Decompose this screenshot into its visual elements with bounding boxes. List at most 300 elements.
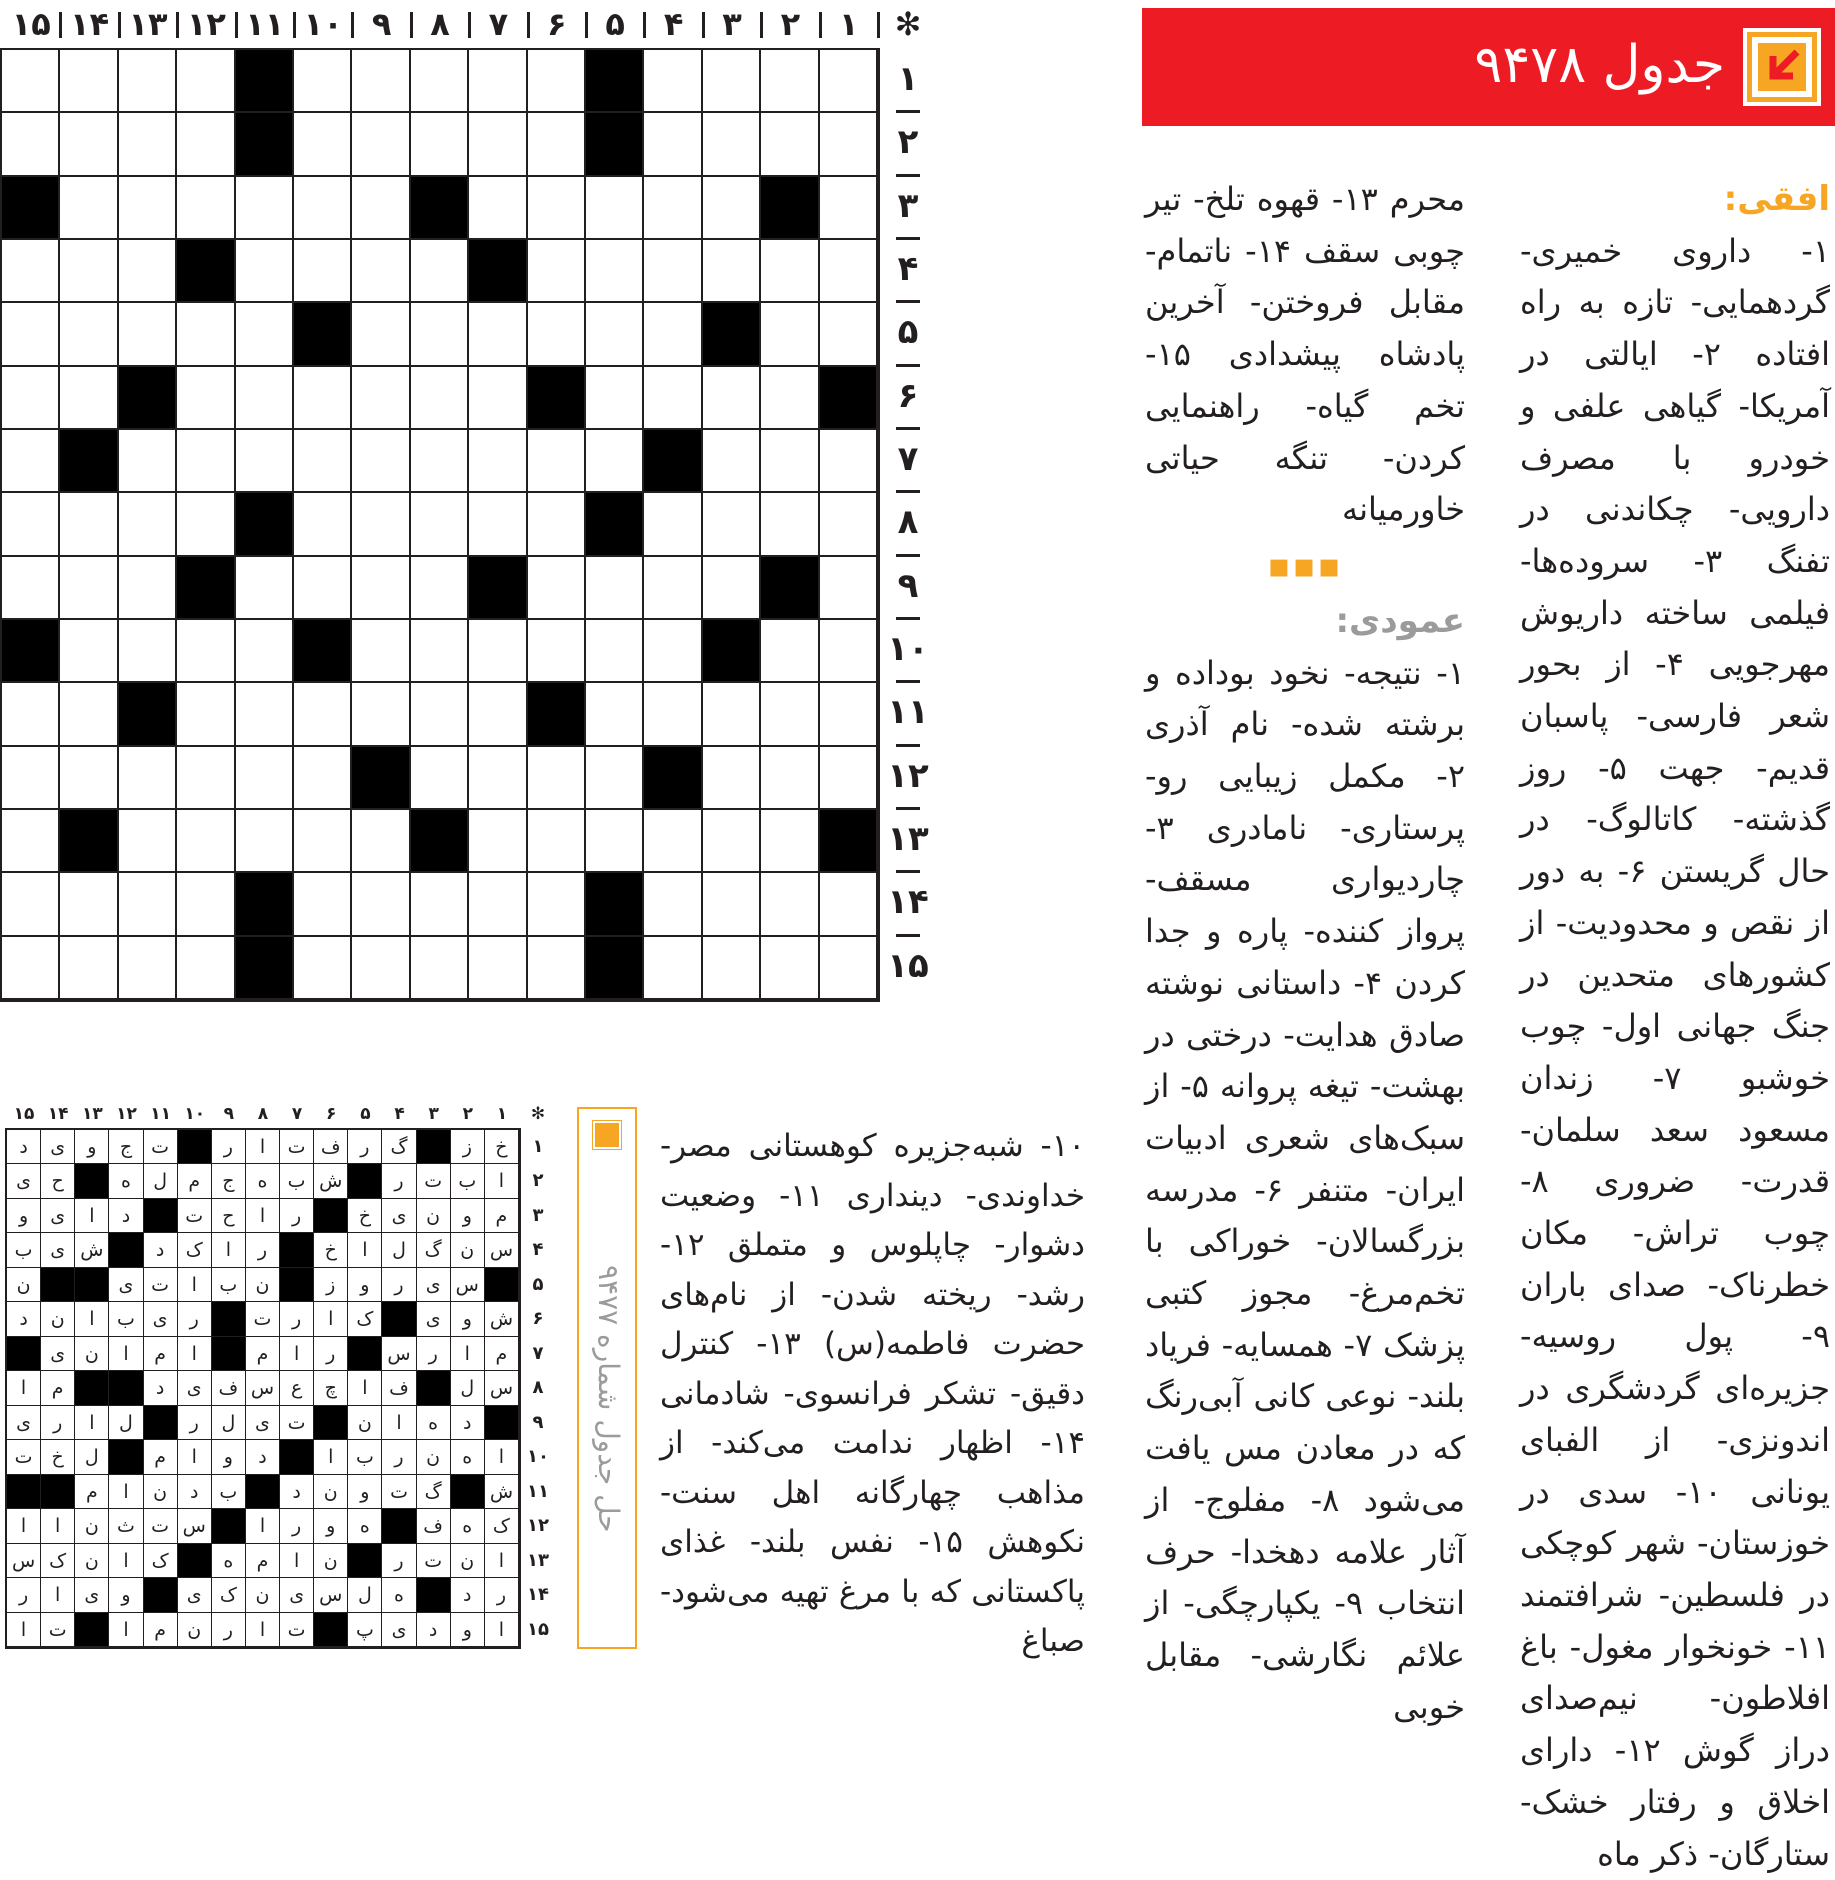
grid-cell[interactable] [469,873,527,936]
grid-cell[interactable] [761,50,819,113]
grid-cell[interactable] [177,367,235,430]
solution-column-number: ۱۳ [81,1104,103,1124]
solution-black-cell [7,1337,41,1371]
solution-cell: ه [348,1509,382,1543]
grid-cell[interactable] [528,873,586,936]
solution-black-cell [144,1578,178,1612]
grid-cell[interactable] [703,113,761,176]
solution-cell: ل [144,1164,178,1198]
grid-cell[interactable] [294,557,352,620]
solution-cell: س [7,1544,41,1578]
grid-cell[interactable] [294,937,352,1000]
grid-cell[interactable] [2,430,60,493]
row-number: ۱۰ [887,629,929,669]
grid-cell[interactable] [469,937,527,1000]
grid-cell[interactable] [761,303,819,366]
grid-cell[interactable] [411,683,469,746]
grid-cell[interactable] [528,747,586,810]
solution-black-cell [109,1371,143,1405]
grid-cell[interactable] [411,303,469,366]
grid-cell[interactable] [703,240,761,303]
grid-cell[interactable] [469,113,527,176]
solution-column-number: ۱۲ [116,1104,137,1124]
grid-cell[interactable] [60,113,118,176]
solution-black-cell [75,1268,109,1302]
grid-cell[interactable] [411,493,469,556]
solution-cell: ت [280,1406,314,1440]
black-cell [177,557,235,620]
grid-cell[interactable] [820,937,878,1000]
grid-cell[interactable] [644,683,702,746]
grid-cell[interactable] [411,873,469,936]
grid-cell[interactable] [761,683,819,746]
solution-cell: ر [246,1233,280,1267]
grid-cell[interactable] [411,240,469,303]
grid-cell[interactable] [294,240,352,303]
grid-cell[interactable] [586,620,644,683]
row-number: ۱۳ [887,819,929,859]
grid-cell[interactable] [820,177,878,240]
grid-cell[interactable] [820,747,878,810]
grid-cell[interactable] [294,683,352,746]
grid-cell[interactable] [469,50,527,113]
grid-cell[interactable] [469,303,527,366]
grid-cell[interactable] [119,937,177,1000]
grid-cell[interactable] [411,937,469,1000]
grid-cell[interactable] [294,747,352,810]
grid-cell[interactable] [644,620,702,683]
grid-cell[interactable] [294,50,352,113]
grid-cell[interactable] [352,113,410,176]
grid-cell[interactable] [2,493,60,556]
grid-cell[interactable] [761,430,819,493]
solution-cell: د [417,1613,451,1647]
grid-cell[interactable] [528,810,586,873]
grid-cell[interactable] [703,177,761,240]
solution-cell: و [7,1199,41,1233]
grid-cell[interactable] [2,303,60,366]
column-separator [760,12,763,38]
grid-cell[interactable] [119,113,177,176]
grid-cell[interactable] [411,747,469,810]
grid-cell[interactable] [294,493,352,556]
black-cell [820,810,878,873]
grid-cell[interactable] [294,873,352,936]
solution-cell: ا [109,1475,143,1509]
solution-row-number: ۱۱ [527,1480,549,1502]
grid-cell[interactable] [352,50,410,113]
grid-cell[interactable] [469,683,527,746]
grid-cell[interactable] [177,747,235,810]
grid-cell[interactable] [352,430,410,493]
solution-cell: ا [280,1544,314,1578]
horizontal-clues-column [1520,174,1830,1880]
solution-black-cell [280,1440,314,1474]
grid-cell[interactable] [2,240,60,303]
grid-cell[interactable] [586,240,644,303]
grid-cell[interactable] [236,367,294,430]
grid-cell[interactable] [119,177,177,240]
grid-cell[interactable] [352,240,410,303]
grid-cell[interactable] [60,683,118,746]
grid-cell[interactable] [294,177,352,240]
solution-cell: ت [178,1199,212,1233]
grid-cell[interactable] [352,557,410,620]
solution-cell: ن [246,1268,280,1302]
grid-cell[interactable] [352,873,410,936]
solution-column-number: ۱۵ [13,1104,35,1124]
row-number: ۱۵ [887,945,929,986]
grid-cell[interactable] [352,493,410,556]
grid-cell[interactable] [60,747,118,810]
grid-cell[interactable] [586,683,644,746]
solution-cell: ی [417,1302,451,1336]
grid-cell[interactable] [469,810,527,873]
grid-cell[interactable] [469,747,527,810]
solution-cell: ی [7,1406,41,1440]
solution-black-cell [178,1544,212,1578]
grid-cell[interactable] [820,50,878,113]
grid-cell[interactable] [820,430,878,493]
grid-cell[interactable] [586,810,644,873]
grid-cell[interactable] [119,747,177,810]
solution-cell: ت [280,1613,314,1647]
grid-cell[interactable] [820,240,878,303]
grid-cell[interactable] [294,113,352,176]
grid-cell[interactable] [2,367,60,430]
grid-cell[interactable] [469,493,527,556]
grid-cell[interactable] [236,240,294,303]
grid-cell[interactable] [820,493,878,556]
grid-cell[interactable] [60,620,118,683]
solution-cell: د [109,1199,143,1233]
grid-cell[interactable] [703,747,761,810]
grid-cell[interactable] [119,50,177,113]
grid-cell[interactable] [119,557,177,620]
grid-cell[interactable] [60,177,118,240]
solution-row-number: ۱۰ [527,1446,549,1468]
solution-cell: ی [246,1406,280,1440]
grid-cell[interactable] [644,50,702,113]
grid-cell[interactable] [761,747,819,810]
grid-cell[interactable] [703,430,761,493]
grid-cell[interactable] [586,303,644,366]
grid-cell[interactable] [352,810,410,873]
solution-cell: ی [41,1233,75,1267]
grid-cell[interactable] [236,303,294,366]
grid-cell[interactable] [119,873,177,936]
grid-cell[interactable] [177,683,235,746]
grid-cell[interactable] [703,50,761,113]
black-cell [703,620,761,683]
grid-cell[interactable] [411,620,469,683]
grid-cell[interactable] [644,113,702,176]
grid-cell[interactable] [528,177,586,240]
solution-row-number: ۴ [532,1239,544,1261]
grid-cell[interactable] [2,747,60,810]
grid-cell[interactable] [761,937,819,1000]
solution-cell: ر [178,1406,212,1440]
solution-cell: ف [382,1371,416,1405]
grid-cell[interactable] [411,430,469,493]
grid-cell[interactable] [586,367,644,430]
solution-cell: س [314,1578,348,1612]
grid-cell[interactable] [119,430,177,493]
solution-cell: ا [109,1544,143,1578]
grid-cell[interactable] [761,810,819,873]
grid-cell[interactable] [528,430,586,493]
solution-black-cell [144,1199,178,1233]
grid-cell[interactable] [177,177,235,240]
grid-cell[interactable] [528,240,586,303]
grid-cell[interactable] [644,177,702,240]
grid-cell[interactable] [411,367,469,430]
grid-cell[interactable] [644,873,702,936]
solution-cell: س [246,1371,280,1405]
grid-cell[interactable] [177,430,235,493]
row-number: ۲ [897,122,919,163]
grid-cell[interactable] [703,683,761,746]
grid-cell[interactable] [528,937,586,1000]
grid-cell[interactable] [469,430,527,493]
black-cell [761,177,819,240]
grid-cell[interactable] [703,810,761,873]
grid-cell[interactable] [644,303,702,366]
solution-cell: ر [178,1302,212,1336]
grid-cell[interactable] [820,873,878,936]
grid-cell[interactable] [469,620,527,683]
solution-black-cell [280,1268,314,1302]
row-number: ۴ [897,249,919,289]
grid-cell[interactable] [586,747,644,810]
solution-row-numbers [523,1128,553,1649]
grid-cell[interactable] [820,113,878,176]
solution-cell: ا [109,1337,143,1371]
grid-cell[interactable] [644,937,702,1000]
solution-cell: ا [246,1613,280,1647]
grid-cell[interactable] [60,303,118,366]
solution-cell: ا [280,1337,314,1371]
solution-black-cell [41,1475,75,1509]
grid-cell[interactable] [177,810,235,873]
grid-cell[interactable] [703,493,761,556]
grid-cell[interactable] [352,620,410,683]
grid-cell[interactable] [761,620,819,683]
solution-cell: ا [75,1302,109,1336]
grid-cell[interactable] [294,810,352,873]
grid-cell[interactable] [528,493,586,556]
grid-cell[interactable] [60,873,118,936]
solution-cell: ب [348,1440,382,1474]
grid-cell[interactable] [2,557,60,620]
grid-cell[interactable] [2,683,60,746]
solution-cell: ی [109,1268,143,1302]
grid-cell[interactable] [411,113,469,176]
black-cell [177,240,235,303]
solution-cell: ن [451,1544,485,1578]
grid-cell[interactable] [352,937,410,1000]
solution-cell: ه [417,1406,451,1440]
solution-cell: ه [451,1509,485,1543]
solution-cell: خ [348,1199,382,1233]
grid-cell[interactable] [586,177,644,240]
grid-cell[interactable] [119,493,177,556]
grid-cell[interactable] [177,50,235,113]
crossword-row-numbers [880,48,936,1002]
grid-cell[interactable] [820,557,878,620]
grid-cell[interactable] [644,367,702,430]
grid-cell[interactable] [60,367,118,430]
solution-cell: ی [41,1130,75,1164]
grid-cell[interactable] [236,747,294,810]
grid-cell[interactable] [2,113,60,176]
grid-cell[interactable] [586,430,644,493]
grid-cell[interactable] [2,873,60,936]
grid-cell[interactable] [119,620,177,683]
solution-row-number: ۵ [532,1273,544,1295]
solution-cell: ا [246,1199,280,1233]
grid-cell[interactable] [119,303,177,366]
middle-clues-column [1145,174,1465,1733]
column-separator [59,12,62,38]
grid-cell[interactable] [411,557,469,620]
grid-cell[interactable] [177,937,235,1000]
column-number: ۱۲ [186,5,226,43]
solution-black-cell [75,1164,109,1198]
grid-cell[interactable] [528,303,586,366]
grid-cell[interactable] [411,50,469,113]
grid-cell[interactable] [60,50,118,113]
grid-cell[interactable] [528,557,586,620]
grid-cell[interactable] [2,50,60,113]
solution-column-number: ۳ [428,1104,439,1124]
grid-cell[interactable] [644,810,702,873]
solution-cell: ت [144,1509,178,1543]
grid-cell[interactable] [2,937,60,1000]
horizontal-clues-continued: محرم ۱۳- قهوه تلخ- تیر چوبی سقف ۱۴- ناتمام- مقابل فروختن- آخرین پادشاه پیشدادی ۱۵- تخم گیاه- راهنمایی کردن- تنگه حیاتی خاورمیانه [1145,180,1466,529]
grid-cell[interactable] [177,113,235,176]
grid-cell[interactable] [644,493,702,556]
column-separator [176,12,179,38]
solution-cell: گ [417,1475,451,1509]
grid-cell[interactable] [352,683,410,746]
grid-cell[interactable] [60,937,118,1000]
black-cell [411,810,469,873]
grid-cell[interactable] [820,620,878,683]
crossword-column-numbers [0,0,936,48]
solution-black-cell [348,1337,382,1371]
grid-cell[interactable] [177,493,235,556]
solution-cell: و [348,1268,382,1302]
grid-cell[interactable] [703,367,761,430]
grid-cell[interactable] [177,620,235,683]
grid-cell[interactable] [294,367,352,430]
solution-cell: ر [212,1130,246,1164]
solution-cell: ث [109,1509,143,1543]
solution-column-numbers [0,1100,553,1128]
grid-cell[interactable] [761,493,819,556]
grid-cell[interactable] [703,873,761,936]
solution-cell: ف [417,1509,451,1543]
grid-cell[interactable] [352,177,410,240]
solution-cell: ن [75,1509,109,1543]
column-separator [293,12,296,38]
grid-cell[interactable] [236,177,294,240]
grid-cell[interactable] [703,557,761,620]
solution-row-number: ۱۴ [527,1584,549,1606]
grid-cell[interactable] [528,113,586,176]
grid-cell[interactable] [60,240,118,303]
solution-cell: ی [382,1199,416,1233]
grid-cell[interactable] [60,493,118,556]
black-cell [236,50,294,113]
grid-cell[interactable] [294,430,352,493]
grid-cell[interactable] [352,303,410,366]
grid-cell[interactable] [236,557,294,620]
solution-black-cell [41,1268,75,1302]
solution-cell: د [7,1130,41,1164]
grid-cell[interactable] [761,873,819,936]
solution-row-number: ۷ [532,1342,544,1364]
solution-cell: ج [212,1164,246,1198]
grid-cell[interactable] [352,367,410,430]
black-cell [586,493,644,556]
grid-cell[interactable] [60,557,118,620]
grid-cell[interactable] [528,50,586,113]
grid-cell[interactable] [820,303,878,366]
grid-cell[interactable] [236,683,294,746]
grid-cell[interactable] [586,557,644,620]
crossword-grid[interactable] [0,48,880,1002]
grid-cell[interactable] [703,937,761,1000]
grid-cell[interactable] [528,620,586,683]
solution-cell: ت [144,1268,178,1302]
grid-cell[interactable] [644,557,702,620]
solution-cell: ه [451,1440,485,1474]
grid-cell[interactable] [761,113,819,176]
corner-mark: ✻ [894,5,922,43]
solution-cell: م [485,1199,519,1233]
grid-cell[interactable] [177,873,235,936]
grid-cell[interactable] [469,177,527,240]
grid-cell[interactable] [820,683,878,746]
solution-cell: ن [348,1406,382,1440]
grid-cell[interactable] [119,240,177,303]
grid-cell[interactable] [177,303,235,366]
grid-cell[interactable] [119,810,177,873]
column-number: ۹ [371,5,392,43]
solution-cell: ز [314,1268,348,1302]
solution-cell: ف [212,1371,246,1405]
solution-column-number: ۲ [462,1104,473,1124]
grid-cell[interactable] [236,810,294,873]
grid-cell[interactable] [761,240,819,303]
row-number: ۱ [897,59,919,99]
grid-cell[interactable] [469,367,527,430]
grid-cell[interactable] [644,240,702,303]
solution-cell: ا [41,1509,75,1543]
grid-cell[interactable] [761,367,819,430]
solution-cell: م [178,1164,212,1198]
column-number: ۸ [430,5,450,43]
grid-cell[interactable] [236,620,294,683]
column-separator [410,12,413,38]
solution-cell: ت [41,1613,75,1647]
grid-cell[interactable] [236,430,294,493]
row-number: ۱۲ [887,755,929,796]
column-number: ۷ [488,5,509,43]
grid-cell[interactable] [2,810,60,873]
